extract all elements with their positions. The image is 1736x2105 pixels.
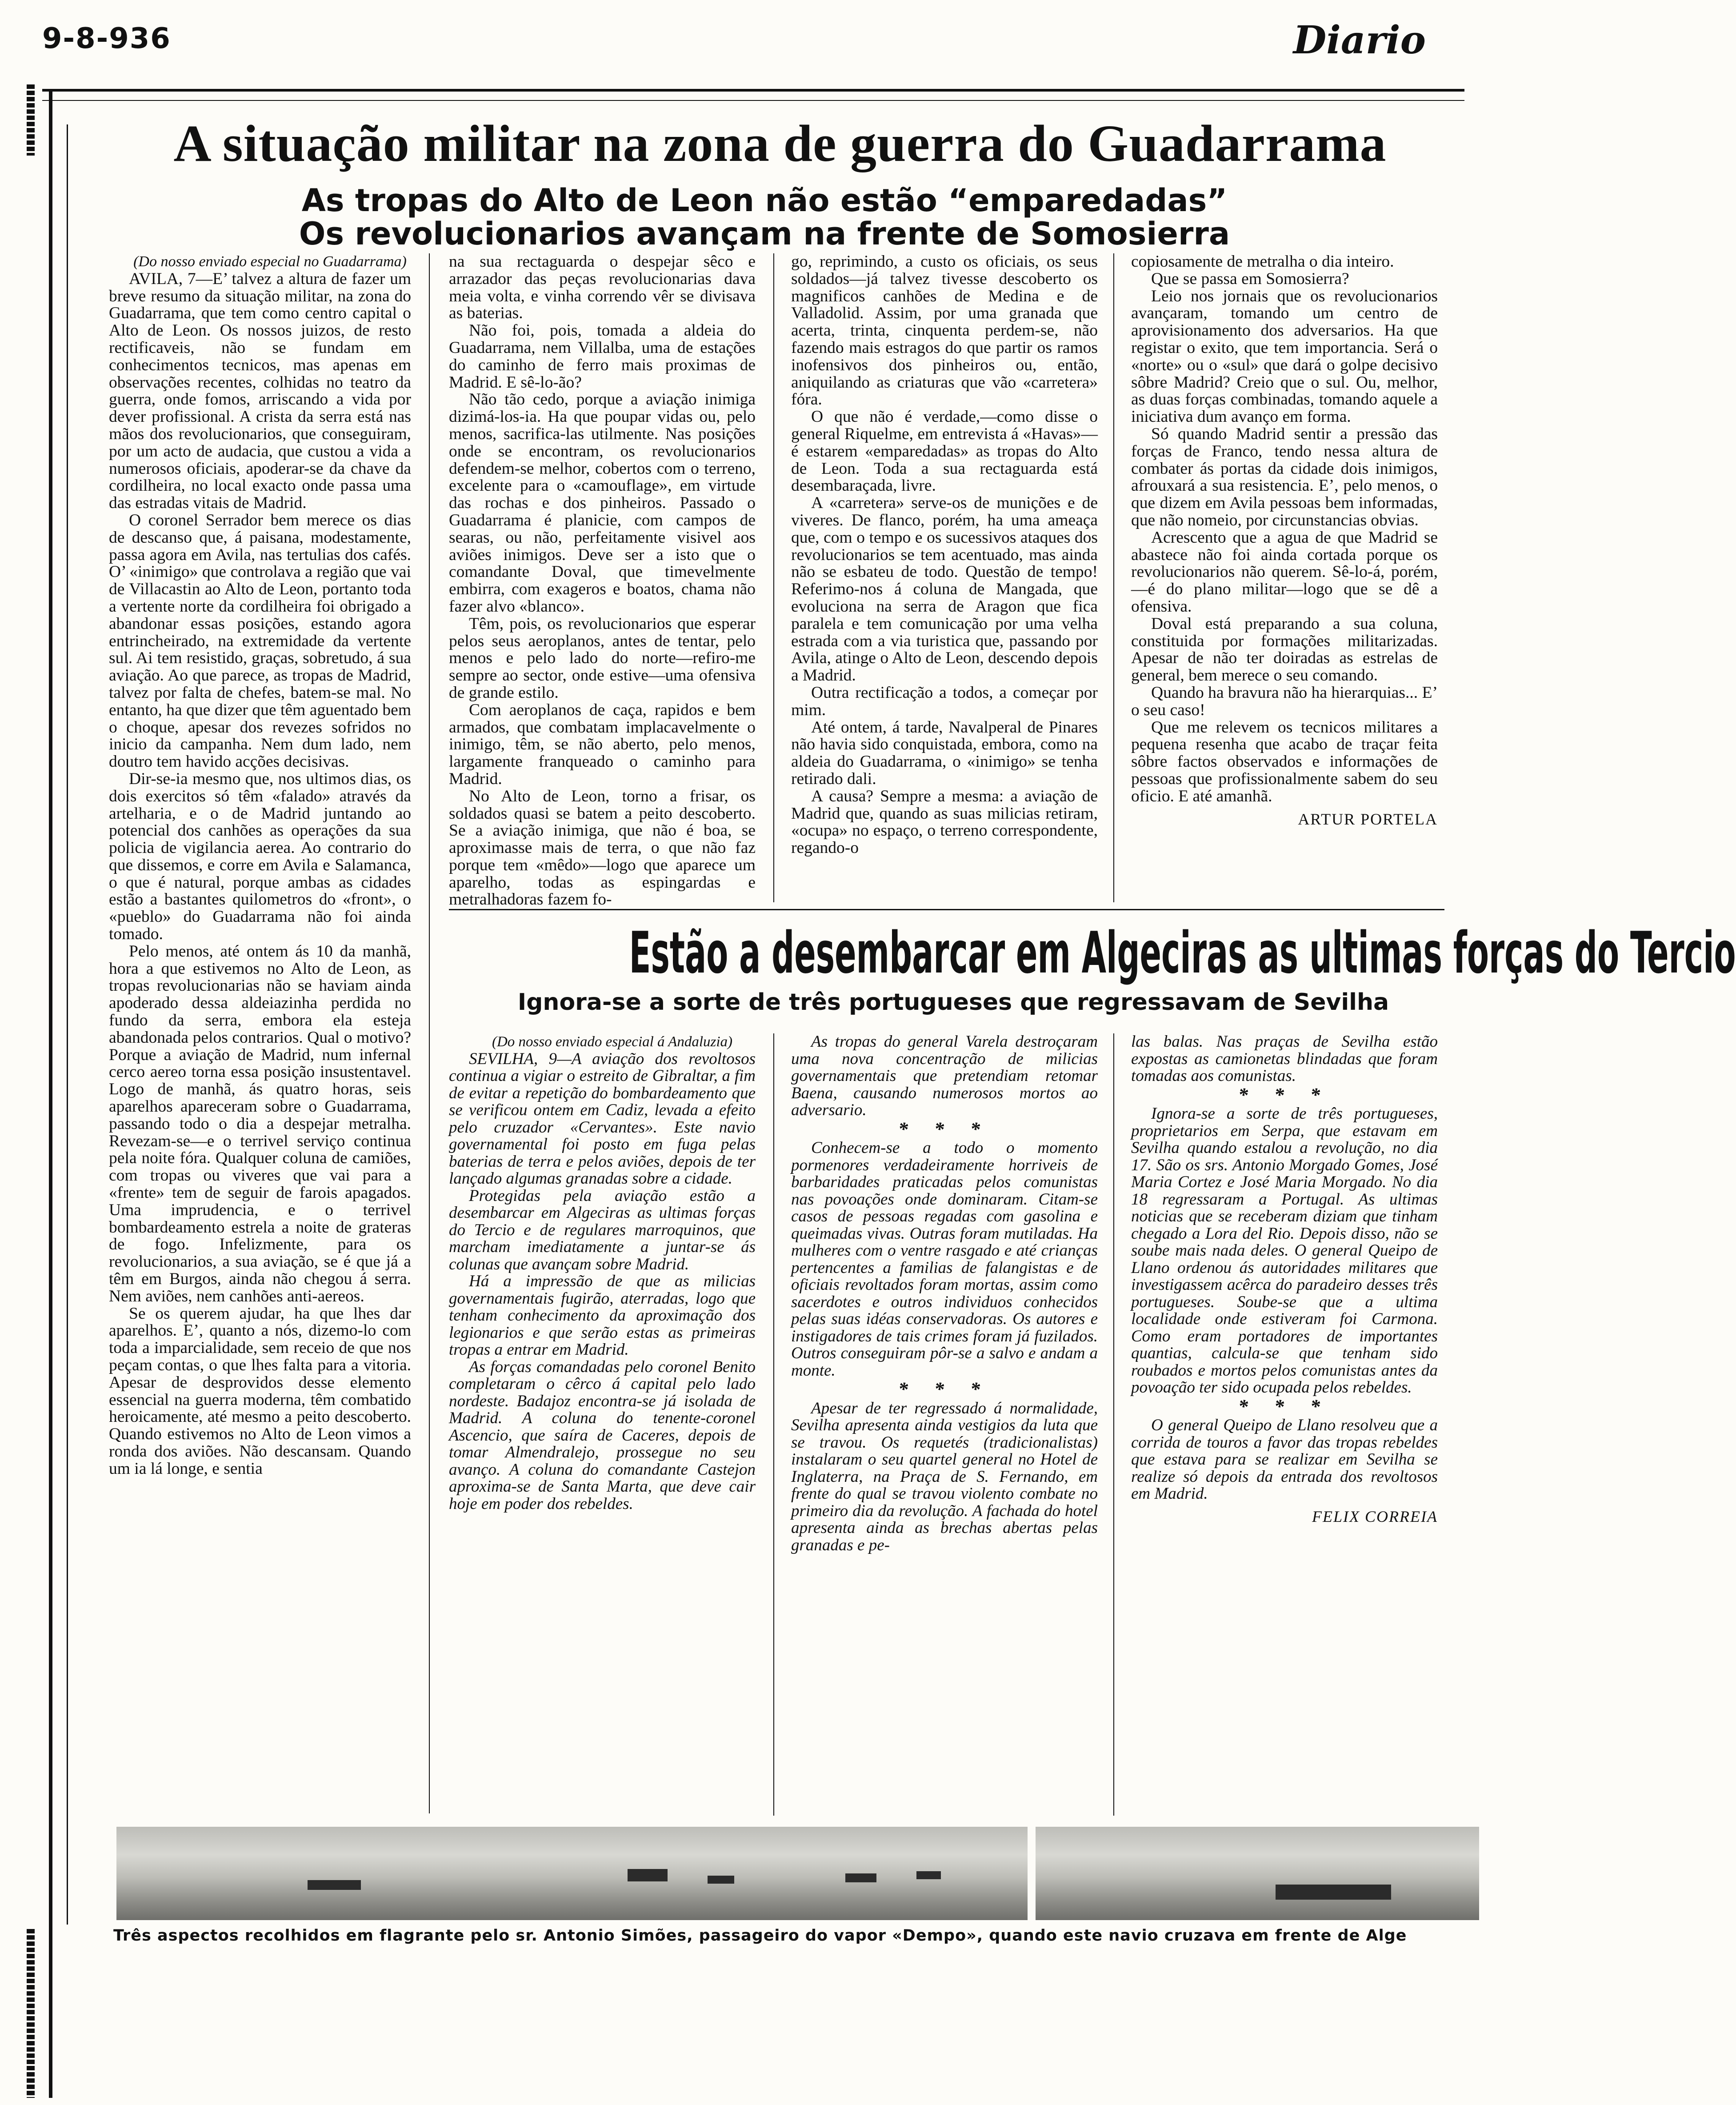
paragraph: Ignora-se a sorte de três portugueses, proprietarios em Serpa, que estavam em Sevilha quando estalou a revolução, no dia 17. São os srs. Antonio Morgado Gomes, José Maria Cortez e José Maria Morgado. No dia 18 regressaram a Portugal. As ultimas noticias que se receberam diziam que tinham chegado a Lora del Rio. Depois disso, não se soube mais nada deles. O general Queipo de Llano ordenou ás autoridades militares que investigassem acêrca do paradeiro desses três portugueses. Soube-se que a ultima localidade onde estiveram foi Carmona. Como eram portadores de importantes quantias, calcula-se que tenham sido roubados e mortos pelos comunistas antes da povoação ter sido ocupada pelos rebeldes.: [1131, 1105, 1438, 1397]
issue-date: 9-8-936: [42, 22, 171, 55]
ship-silhouette: [628, 1869, 668, 1881]
paragraph: As tropas do general Varela destroçaram uma nova concentração de milicias governamentais que pretendiam retomar Baena, causando numerosos mortos ao adversario.: [791, 1032, 1098, 1119]
column-divider: [773, 253, 774, 902]
paragraph: Não tão cedo, porque a aviação inimiga dizimá-los-ia. Ha que poupar vidas ou, pelo menos, sacrifica-las utilmente. Nas posições onde se encontram, os revolucionarios defendem-se melhor, cobertos com o terreno, excelente para o «camouflage», em virtude das rochas e dos pinheiros. Passado o Guadarrama é planicie, com campos de searas, ou não, perfeitamente visivel aos aviões inimigos. Deve ser a isto que o comandante Doval, que timevelmente embirra, com exageros e boatos, chama não fazer alvo «blanco».: [449, 390, 756, 616]
paragraph: Outra rectificação a todos, a começar por mim.: [791, 683, 1098, 719]
article2-column-2: [791, 1033, 1098, 1816]
paragraph: go, reprimindo, a custo os oficiais, os seus soldados—já talvez tivesse descoberto os magnificos canhões de Medina e de Valladolid. Assim, por uma granada que acerta, trinta, cinquenta perdem-se, não fazendo mais estragos do que partir os ramos inofensivos dos pinheiros ou, então, aniquilando as criaturas que vão «carretera» fóra.: [791, 252, 1098, 409]
paragraph: Acrescento que a agua de que Madrid se abastece não foi ainda cortada porque os revolucionarios não querem. Sê-lo-á, porém,—é do plano militar—logo que se dê a ofensiva.: [1131, 528, 1438, 616]
ship-silhouette: [708, 1876, 734, 1884]
paragraph: Só quando Madrid sentir a pressão das forças de Franco, tendo nessa altura de combater ás portas da cidade dois inimigos, afrouxará a sua resistencia. E’, pelo menos, o que dizem em Avila pessoas bem informadas, que não nomeio, por circunstancias obvias.: [1131, 424, 1438, 529]
paragraph: Com aeroplanos de caça, rapidos e bem armados, que combatam implacavelmente o inimigo, têm, se não aberto, pelo menos, largamente franqueado o caminho para Madrid.: [449, 700, 756, 788]
paragraph: O general Queipo de Llano resolveu que a corrida de touros a favor das tropas rebeldes que estava para se realizar em Sevilha se realize só depois da entrada dos revoltosos em Madrid.: [1131, 1416, 1438, 1503]
article2-headline: Estão a desembarcar em Algeciras as ultimas forças do Tercio: [629, 920, 1736, 986]
paragraph: Conhecem-se a todo o momento pormenores verdadeiramente horriveis de barbaridades praticadas pelos comunistas nas povoações onde dominaram. Citam-se casos de pessoas regadas com gasolina e queimadas vivas. Outras foram mutiladas. Ha mulheres com o ventre rasgado e até crianças pertencentes a familias de falangistas e de oficiais revoltados foram mortas, assim como sacerdotes e outros individuos conhecidos pelas suas idéas conservadoras. Os autores e instigadores de tais crimes foram já fuzilados. Outros conseguiram pôr-se a salvo e andam a monte.: [791, 1139, 1098, 1380]
paragraph: na sua rectaguarda o despejar sêco e arrazador das peças revolucionarias dava meia volta, e vinha correndo vêr se divisava as baterias.: [449, 252, 756, 323]
paragraph: Até ontem, á tarde, Navalperal de Pinares não havia sido conquistada, embora, como na aldeia do Guadarrama, o «inimigo» se tenha retirado dali.: [791, 718, 1098, 788]
paragraph: Se os querem ajudar, ha que lhes dar aparelhos. E’, quanto a nós, dizemo-lo com toda a imparcialidade, sem receio de que nos peçam contas, o que lhes falta para a vitoria. Apesar de desprovidos desse elemento essencial na guerra moderna, têm combatido heroicamente, até mesmo a peito descoberto. Quando estivemos no Alto de Leon vimos a ronda dos aviões. Não descansam. Quando um ia lá longe, e sentia: [109, 1304, 411, 1478]
paragraph: Doval está preparando a sua coluna, constituida por formações militarizadas. Apesar de não ter doiradas as estrelas de general, bem merece o seu comando.: [1131, 614, 1438, 685]
photo-caption: Três aspectos recolhidos em flagrante pelo sr. Antonio Simões, passageiro do vapor «Dempo», quando este navio cruzava em frente de Alge: [113, 1927, 1407, 1945]
photo-ships-left: [116, 1827, 1028, 1920]
column-divider: [1113, 1033, 1114, 1816]
margin-mark-top: [27, 84, 35, 156]
article1-column-3: [791, 253, 1098, 898]
paragraph: As forças comandadas pelo coronel Benito completaram o cêrco á capital pelo lado nordeste. Badajoz encontra-se já isolada de Madrid. A coluna do tenente-coronel Ascencio, que saíra de Caceres, depois de tomar Almendralejo, prossegue no seu avanço. A coluna do comandante Castejon aproxima-se de Santa Marta, que deve cair hoje em poder dos rebeldes.: [449, 1357, 756, 1513]
article2-byline: FELIX CORREIA: [1312, 1507, 1438, 1525]
paragraph: copiosamente de metralha o dia inteiro.: [1131, 252, 1394, 271]
paragraph: Têm, pois, os revolucionarios que esperar pelos seus aeroplanos, antes de tentar, pelo menos e pelo lado do norte—refiro-me sempre ao sector, onde estive—uma ofensiva de grande estilo.: [449, 614, 756, 702]
article2-column-1: [449, 1033, 756, 1816]
subhead-somosierra: Os revolucionarios avançam na frente de Somosierra: [299, 216, 1230, 252]
paragraph: Protegidas pela aviação estão a desembarcar em Algeciras as ultimas forças do Tercio e de regulares marroquinos, que marcham imediatamente a juntar-se ás colunas que avançam sobre Madrid.: [449, 1186, 756, 1273]
paragraph: AVILA, 7—E’ talvez a altura de fazer um breve resumo da situação militar, na zona do Guadarrama, que tem como centro capital o Alto de Leon. Os nossos juizos, de resto rectificaveis, não se fundam em conhecimentos tecnicos, mas apenas em observações recentes, colhidas no teatro da guerra, onde fomos, arriscando a vida por dever profissional. A crista da serra está nas mãos dos revolucionarios, que conseguiram, por um acto de audacia, que custou a vida a numerosos oficiais, apoderar-se da chave da cordilheira, no local exacto onde passa uma das estradas vitais de Madrid.: [109, 269, 411, 512]
article1-column-2: [449, 252, 756, 909]
left-border-rule-inner: [67, 124, 68, 1925]
section-stars: * * *: [898, 1118, 991, 1140]
paragraph: Que me relevem os tecnicos militares a pequena resenha que acabo de traçar feita sôbre factos observados e informações de pessoas que profissionalmente sabem do seu oficio. E até amanhã.: [1131, 718, 1438, 805]
paragraph: Pelo menos, até ontem ás 10 da manhã, hora a que estivemos no Alto de Leon, as tropas revolucionarias não se haviam ainda apoderado dessa aldeiazinha perdida no fundo da serra, embora ela esteja abandonada pelos contrarios. Qual o motivo? Porque a aviação de Madrid, num infernal cerco aereo torna essa posição insustentavel. Logo de manhã, ás quatro horas, seis aparelhos apareceram sobre o Guadarrama, passando todo o dia a despejar metralha. Revezam-se—e o terrivel serviço continua pela noite fóra. Qualquer coluna de camiões, com tropas ou viveres que vai para a «frente» tem de seguir de farois apagados. Uma imprudencia, e o terrivel bombardeamento estrela a noite de grateras de fogo. Infelizmente, para os revolucionarios, a sua aviação, se é que já a têm em Burgos, ainda não chegou á serra. Nem aviões, nem canhões anti-aereos.: [109, 942, 411, 1305]
article2-top-rule: [449, 909, 1444, 910]
paragraph: SEVILHA, 9—A aviação dos revoltosos continua a vigiar o estreito de Gibraltar, a fim de evitar a repetição do bombardeamento que se verificou ontem em Cadiz, levada a efeito pelo cruzador «Cervantes». Este navio governamental foi posto em fuga pelas baterias de terra e pelos aviões, depois de ter lançado algumas granadas sobre a cidade.: [449, 1049, 756, 1188]
column-divider: [1113, 253, 1114, 902]
column-divider: [773, 1033, 774, 1816]
article1-column-4: [1131, 253, 1438, 898]
article1-dateline: (Do nosso enviado especial no Guadarrama): [133, 253, 407, 270]
paragraph: O coronel Serrador bem merece os dias de descanso que, á paisana, modestamente, passa agora em Avila, nas tertulias dos cafés. O’ «inimigo» que controlava a região que vai de Villacastin ao Alto de Leon, portanto toda a vertente norte da cordilheira foi obrigado a abandonar essas posições, estando agora entrincheirado, na extremidade da vertente sul. Ai tem resistido, graças, sobretudo, á sua aviação. Ao que parece, as tropas de Madrid, talvez por falta de chefes, batem-se mal. No entanto, ha que dizer que têm aguentado bem o choque, apesar dos revezes sofridos no inicio da campanha. Nem dum lado, nem doutro tem havido acções decisivas.: [109, 511, 411, 771]
section-stars: * * *: [1238, 1395, 1331, 1417]
article2-column-3: [1131, 1033, 1438, 1816]
paragraph: Há a impressão de que as milicias governamentais fugirão, aterradas, logo que tenham conhecimento da aproximação dos legionarios e que serão estas as primeiras tropas a entrar em Madrid.: [449, 1272, 756, 1359]
masthead-rule-thin: [42, 100, 1464, 101]
photo-ships-right: [1036, 1827, 1479, 1920]
ship-silhouette: [845, 1873, 876, 1882]
section-stars: * * *: [1238, 1084, 1331, 1106]
section-stars: * * *: [898, 1378, 991, 1400]
article1-byline: ARTUR PORTELA: [1298, 810, 1438, 828]
ship-silhouette: [916, 1871, 941, 1879]
newspaper-name: Diario: [1293, 18, 1426, 63]
paragraph: O que não é verdade,—como disse o general Riquelme, em entrevista á «Havas»—é estarem «emparedadas» as tropas do Alto de Leon. Toda a sua rectaguarda está desembaraçada, livre.: [791, 408, 1098, 495]
article2-dateline: (Do nosso enviado especial á Andaluzia): [492, 1034, 733, 1050]
paragraph: A causa? Sempre a mesma: a aviação de Madrid que, quando as suas milicias retiram, «ocupa» no espaço, o terreno correspondente, regando-o: [791, 787, 1098, 857]
paragraph: Quando ha bravura não ha hierarquias... E’ o seu caso!: [1131, 683, 1438, 719]
ship-silhouette: [1276, 1885, 1391, 1900]
main-headline: A situação militar na zona de guerra do Guadarrama: [173, 114, 1387, 172]
paragraph: No Alto de Leon, torno a frisar, os soldados quasi se batem a peito descoberto. Se a aviação inimiga, que não é boa, se aproximasse mais de terra, o que não faz porque tem «mêdo»—logo que aparece um aparelho, todas as espingardas e metralhadoras fazem fo-: [449, 787, 756, 909]
paragraph: A «carretera» serve-os de munições e de viveres. De flanco, porém, ha uma ameaça que, com o tempo e os sucessivos ataques dos revolucionarios se tem acentuado, mas ainda não se esbateu de todo. Questão de tempo! Referimo-nos á coluna de Mangada, que evoluciona na serra de Aragon que fica paralela e tem comunicação por uma velha estrada com a via turistica que, passando por Avila, atinge o Alto de Leon, descendo depois a Madrid.: [791, 494, 1098, 685]
column-divider: [429, 253, 430, 1813]
paragraph: Dir-se-ia mesmo que, nos ultimos dias, os dois exercitos só têm «falado» através da artelharia, e o de Madrid juntando ao potencial dos canhões as operações da sua policia de vigilancia aerea. Ao contrario do que dissemos, e corre em Avila e Salamanca, o que é natural, porque ambas as cidades estão a bastantes quilometros do «front», o «pueblo» do Guadarrama não foi ainda tomado.: [109, 769, 411, 944]
paragraph: Que se passa em Somosierra?: [1151, 269, 1349, 288]
article1-column-1: [109, 253, 411, 1813]
article2-subhead: Ignora-se a sorte de três portugueses que regressavam de Sevilha: [517, 989, 1389, 1016]
left-border-rule: [49, 89, 52, 2098]
subhead-alto-de-leon: As tropas do Alto de Leon não estão “emparedadas”: [301, 182, 1228, 219]
masthead-rule: [42, 89, 1464, 92]
paragraph: las balas. Nas praças de Sevilha estão expostas as camionetas blindadas que foram tomadas aos comunistas.: [1131, 1032, 1438, 1085]
paragraph: Leio nos jornais que os revolucionarios avançaram, tomando um centro de aprovisionamento dos adversarios. Ha que registar o exito, que tem importancia. Será o «norte» ou o «sul» que dará o golpe decisivo sôbre Madrid? Creio que o sul. Ou, melhor, as duas forças combinadas, tomando aquele a iniciativa dum avanço em forma.: [1131, 287, 1438, 426]
margin-mark-bottom: [27, 1929, 35, 2098]
ship-silhouette: [308, 1880, 361, 1890]
paragraph: Apesar de ter regressado á normalidade, Sevilha apresenta ainda vestigios da luta que se travou. Os requetés (tradicionalistas) instalaram o seu quartel general no Hotel de Inglaterra, na Praça de S. Fernando, em frente do qual se travou violento combate no primeiro dia da revolução. A fachada do hotel apresenta ainda as brechas abertas pelas granadas e pe-: [791, 1399, 1098, 1554]
paragraph: Não foi, pois, tomada a aldeia do Guadarrama, nem Villalba, uma de estações do caminho de ferro mais proximas de Madrid. E sê-lo-ão?: [449, 321, 756, 392]
